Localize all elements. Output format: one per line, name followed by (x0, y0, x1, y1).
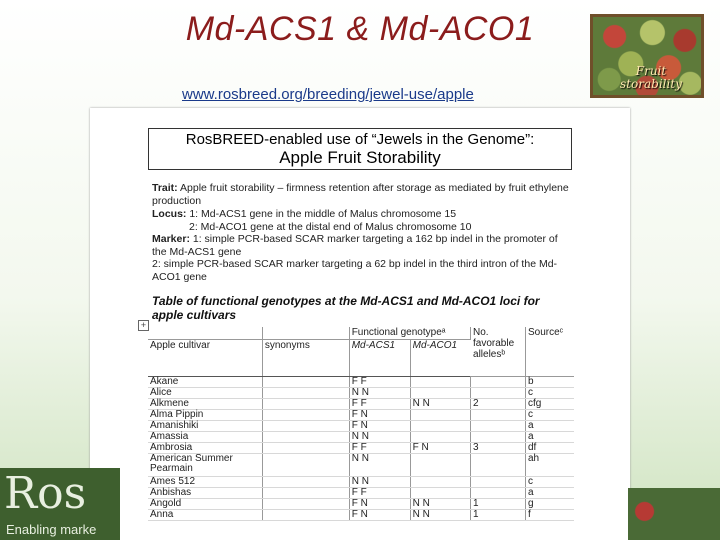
cell-source: a (525, 432, 574, 443)
expand-icon[interactable]: + (138, 320, 149, 331)
cell-source: ah (525, 454, 574, 477)
trait-text: Apple fruit storability – firmness retention after storage as mediated by fruit ethylene production (152, 182, 569, 207)
cell-acs1: F N (349, 499, 410, 510)
cell-cultivar: Anna (148, 510, 262, 521)
cell-cultivar: Amassia (148, 432, 262, 443)
header-functional: Functional genotypeᵃ (349, 327, 470, 340)
cell-favorable: 1 (471, 499, 526, 510)
cell-aco1: N N (410, 399, 470, 410)
cell-source: f (525, 510, 574, 521)
header-cultivar: Apple cultivar (148, 340, 262, 377)
logo-tagline: Enabling marke (6, 522, 97, 537)
cell-source: c (525, 477, 574, 488)
cell-aco1: F N (410, 443, 470, 454)
cell-aco1 (410, 488, 470, 499)
cell-cultivar: Alma Pippin (148, 410, 262, 421)
cell-synonyms (262, 421, 349, 432)
cell-cultivar: Alkmene (148, 399, 262, 410)
cell-aco1 (410, 388, 470, 399)
cell-favorable (471, 454, 526, 477)
table-title: Table of functional genotypes at the Md-ACS1 and Md-ACO1 loci for apple cultivars (152, 294, 540, 322)
cell-favorable (471, 421, 526, 432)
rosbreed-logo (0, 468, 120, 540)
cell-favorable (471, 388, 526, 399)
cell-favorable (471, 432, 526, 443)
header-acs1: Md-ACS1 (349, 340, 410, 377)
cell-source: cfg (525, 399, 574, 410)
cell-acs1: F N (349, 410, 410, 421)
cell-source: c (525, 410, 574, 421)
cell-acs1: F N (349, 510, 410, 521)
cell-synonyms (262, 477, 349, 488)
table-row (148, 488, 574, 499)
cell-cultivar: Anbishas (148, 488, 262, 499)
header-synonyms: synonyms (262, 340, 349, 377)
table-row (148, 499, 574, 510)
document-page (90, 108, 630, 540)
document-header (148, 128, 572, 170)
cell-acs1: F F (349, 443, 410, 454)
cell-cultivar: Amanishiki (148, 421, 262, 432)
cell-cultivar: American Summer Pearmain (148, 454, 262, 477)
marker-block (152, 233, 572, 283)
table-row (148, 432, 574, 443)
marker-1: 1: simple PCR-based SCAR marker targeting a 162 bp indel in the promoter of the Md-ACS1 gene (152, 233, 558, 258)
trait-block (152, 182, 572, 207)
locus-block (152, 208, 572, 233)
cell-favorable (471, 377, 526, 388)
table-row (148, 477, 574, 488)
cell-favorable: 2 (471, 399, 526, 410)
cell-favorable (471, 477, 526, 488)
header-aco1: Md-ACO1 (410, 340, 470, 377)
cell-synonyms (262, 432, 349, 443)
apple-decoration (628, 488, 720, 540)
table-row (148, 388, 574, 399)
cell-aco1 (410, 421, 470, 432)
table-row (148, 377, 574, 388)
cell-synonyms (262, 454, 349, 477)
header-favorable: No. favorable allelesᵇ (471, 327, 526, 377)
cell-acs1: F F (349, 399, 410, 410)
marker-2: 2: simple PCR-based SCAR marker targeting a 62 bp indel in the third intron of the Md-ACO1 gene (152, 258, 558, 283)
cell-aco1 (410, 477, 470, 488)
header-blank-2 (262, 327, 349, 340)
cell-favorable (471, 410, 526, 421)
cell-source: b (525, 377, 574, 388)
cell-acs1: N N (349, 432, 410, 443)
table-row (148, 410, 574, 421)
genotype-table (148, 327, 574, 521)
locus-label: Locus: (152, 208, 187, 220)
document-header-line2: Apple Fruit Storability (279, 148, 441, 167)
locus-1: 1: Md-ACS1 gene in the middle of Malus chromosome 15 (189, 208, 457, 220)
cell-source: a (525, 488, 574, 499)
locus-2: 2: Md-ACO1 gene at the distal end of Malus chromosome 10 (189, 220, 472, 233)
cell-aco1: N N (410, 499, 470, 510)
cell-aco1 (410, 377, 470, 388)
cell-aco1 (410, 410, 470, 421)
header-blank-1 (148, 327, 262, 340)
cell-favorable: 3 (471, 443, 526, 454)
marker-label: Marker: (152, 233, 190, 245)
cell-favorable (471, 488, 526, 499)
cell-acs1: N N (349, 477, 410, 488)
cell-cultivar: Alice (148, 388, 262, 399)
cell-source: g (525, 499, 574, 510)
cell-synonyms (262, 410, 349, 421)
fruit-storability-image (590, 14, 704, 98)
cell-aco1 (410, 454, 470, 477)
cell-aco1: N N (410, 510, 470, 521)
trait-label: Trait: (152, 182, 178, 194)
cell-synonyms (262, 377, 349, 388)
cell-acs1: F N (349, 421, 410, 432)
slide-title: Md-ACS1 & Md-ACO1 (185, 10, 535, 48)
thumbnail-caption: Fruit storability (620, 64, 682, 91)
cell-synonyms (262, 488, 349, 499)
table-row (148, 421, 574, 432)
cell-cultivar: Ames 512 (148, 477, 262, 488)
cell-synonyms (262, 510, 349, 521)
cell-cultivar: Ambrosia (148, 443, 262, 454)
cell-source: df (525, 443, 574, 454)
cell-cultivar: Angold (148, 499, 262, 510)
cell-acs1: N N (349, 388, 410, 399)
table-row (148, 443, 574, 454)
cell-source: c (525, 388, 574, 399)
table-row (148, 454, 574, 477)
cell-synonyms (262, 499, 349, 510)
cell-synonyms (262, 388, 349, 399)
cell-acs1: F F (349, 377, 410, 388)
logo-name: Ros (4, 468, 87, 519)
cell-acs1: N N (349, 454, 410, 477)
header-source: Sourceᶜ (525, 327, 574, 377)
cell-acs1: F F (349, 488, 410, 499)
cell-synonyms (262, 399, 349, 410)
cell-source: a (525, 421, 574, 432)
table-row (148, 510, 574, 521)
document-header-line1: RosBREED-enabled use of “Jewels in the Genome”: (185, 131, 535, 148)
cell-synonyms (262, 443, 349, 454)
source-link[interactable]: www.rosbreed.org/breeding/jewel-use/apple (182, 86, 474, 103)
cell-cultivar: Akane (148, 377, 262, 388)
table-row (148, 399, 574, 410)
cell-aco1 (410, 432, 470, 443)
cell-favorable: 1 (471, 510, 526, 521)
